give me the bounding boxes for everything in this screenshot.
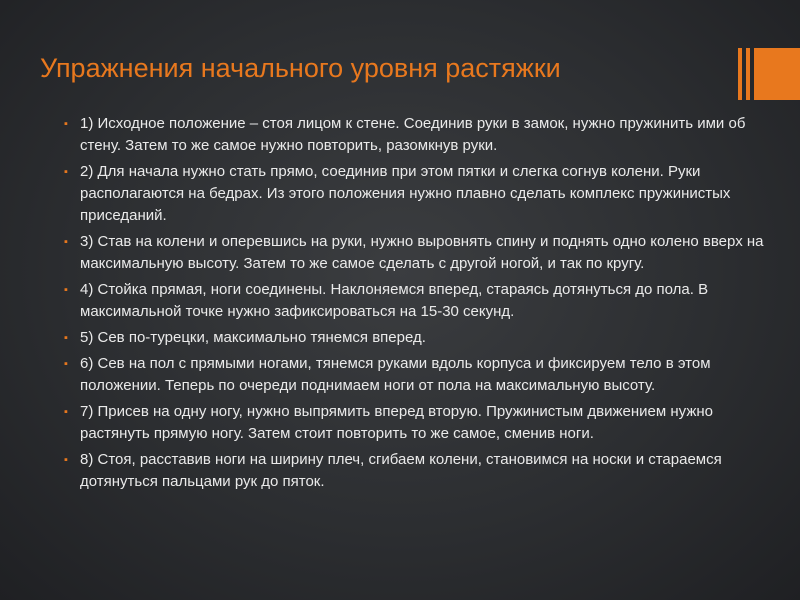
list-item-text: 5) Сев по-турецки, максимально тянемся вперед.	[80, 329, 426, 346]
bullet-icon: ▪	[64, 166, 68, 178]
exercise-list	[64, 113, 764, 497]
bullet-icon: ▪	[64, 236, 68, 248]
list-item-text: 4) Стойка прямая, ноги соединены. Наклоняемся вперед, стараясь дотянуться до пола. В максимальной точке нужно зафиксироваться на 15-30 секунд.	[80, 281, 709, 320]
list-item-text: 1) Исходное положение – стоя лицом к стене. Соединив руки в замок, нужно пружинить ими об стену. Затем то же самое нужно повторить, разомкнув руки.	[80, 115, 746, 154]
slide-title: Упражнения начального уровня растяжки	[40, 53, 561, 83]
list-item	[64, 279, 764, 323]
bullet-icon: ▪	[64, 332, 68, 344]
list-item-text: 6) Сев на пол с прямыми ногами, тянемся руками вдоль корпуса и фиксируем тело в этом положении. Теперь по очереди поднимаем ноги от пола на максимальную высоту.	[80, 355, 711, 394]
bullet-icon: ▪	[64, 118, 68, 130]
list-item-text: 2) Для начала нужно стать прямо, соединив при этом пятки и слегка согнув колени. Руки располагаются на бедрах. Из этого положения нужно плавно сделать комплекс пружинистых приседаний.	[80, 163, 731, 224]
bullet-icon: ▪	[64, 454, 68, 466]
accent-bar-decoration	[738, 48, 800, 100]
bullet-icon: ▪	[64, 284, 68, 296]
list-item	[64, 353, 764, 397]
accent-block	[754, 48, 800, 100]
bullet-icon: ▪	[64, 406, 68, 418]
list-item	[64, 161, 764, 227]
accent-thin-stripe	[738, 48, 742, 100]
list-item-text: 7) Присев на одну ногу, нужно выпрямить вперед вторую. Пружинистым движением нужно растянуть прямую ногу. Затем стоит повторить то же самое, сменив ноги.	[80, 403, 713, 442]
list-item	[64, 327, 764, 349]
bullet-icon: ▪	[64, 358, 68, 370]
list-item	[64, 231, 764, 275]
list-item-text: 3) Став на колени и оперевшись на руки, нужно выровнять спину и поднять одно колено вверх на максимальную высоту. Затем то же самое сделать с другой ногой, и так по кругу.	[80, 233, 764, 272]
list-item-text: 8) Стоя, расставив ноги на ширину плеч, сгибаем колени, становимся на носки и стараемся дотянуться пальцами рук до пяток.	[80, 451, 722, 490]
list-item	[64, 449, 764, 493]
list-item	[64, 401, 764, 445]
list-item	[64, 113, 764, 157]
accent-thin-stripe	[746, 48, 750, 100]
